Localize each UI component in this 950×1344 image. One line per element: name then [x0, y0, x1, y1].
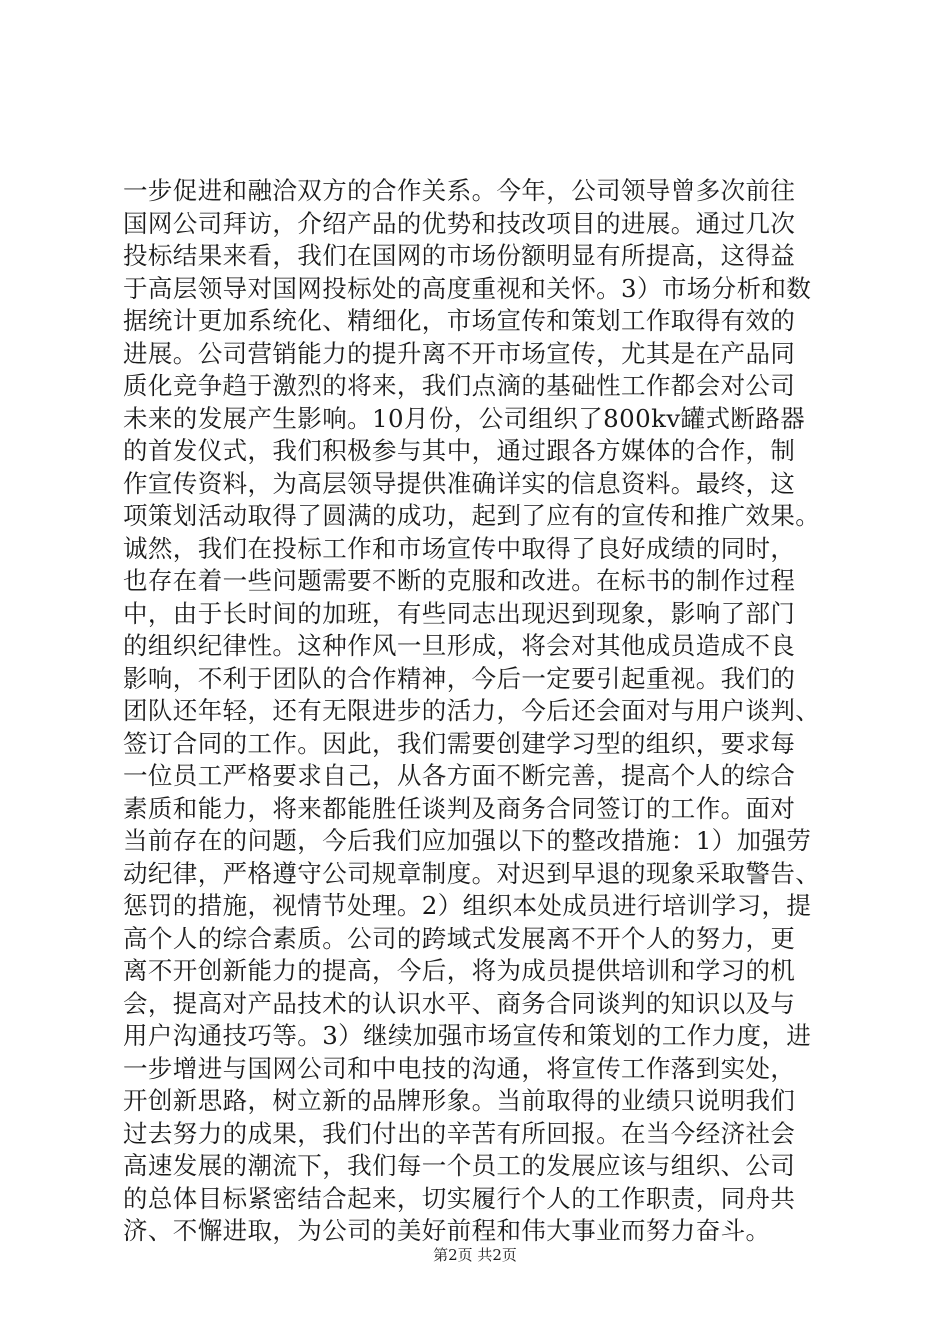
- text-line: 一步促进和融洽双方的合作关系。今年，公司领导曾多次前往: [123, 176, 796, 205]
- text-line: 高个人的综合素质。公司的跨域式发展离不开个人的努力，更: [123, 923, 796, 953]
- text-line: 签订合同的工作。因此，我们需要创建学习型的组织，要求每: [123, 728, 796, 758]
- page-number-label: 第2页 共2页: [433, 1246, 517, 1264]
- text-line: 据统计更加系统化、精细化，市场宣传和策划工作取得有效的: [123, 306, 796, 335]
- page-footer: [0, 1244, 950, 1265]
- text-line: 一步增进与国网公司和中电技的沟通，将宣传工作落到实处，: [123, 1053, 796, 1083]
- text-line: 项策划活动取得了圆满的成功，起到了应有的宣传和推广效果。: [123, 501, 821, 530]
- text-line: 的首发仪式，我们积极参与其中，通过跟各方媒体的合作，制: [123, 436, 796, 465]
- text-line: 惩罚的措施，视情节处理。2）组织本处成员进行培训学习，提: [123, 891, 812, 920]
- text-line: 过去努力的成果，我们付出的辛苦有所回报。在当今经济社会: [123, 1118, 796, 1148]
- text-line: 于高层领导对国网投标处的高度重视和关怀。3）市场分析和数: [123, 273, 812, 303]
- text-line: 高速发展的潮流下，我们每一个员工的发展应该与组织、公司: [123, 1151, 796, 1180]
- text-line: 诚然，我们在投标工作和市场宣传中取得了良好成绩的同时，: [123, 533, 796, 563]
- text-line: 素质和能力，将来都能胜任谈判及商务合同签订的工作。面对: [123, 793, 796, 823]
- text-line: 投标结果来看，我们在国网的市场份额明显有所提高，这得益: [123, 241, 796, 270]
- text-line: 进展。公司营销能力的提升离不开市场宣传，尤其是在产品同: [123, 338, 796, 368]
- text-line: 团队还年轻，还有无限进步的活力，今后还会面对与用户谈判、: [123, 696, 821, 725]
- text-line: 未来的发展产生影响。10月份，公司组织了800kv罐式断路器: [123, 403, 806, 433]
- text-line: 作宣传资料，为高层领导提供准确详实的信息资料。最终，这: [123, 468, 796, 498]
- text-line: 的总体目标紧密结合起来，切实履行个人的工作职责，同舟共: [123, 1183, 796, 1213]
- text-line: 开创新思路，树立新的品牌形象。当前取得的业绩只说明我们: [123, 1086, 796, 1115]
- text-line: 用户沟通技巧等。3）继续加强市场宣传和策划的工作力度，进: [123, 1021, 812, 1050]
- body-paragraph: [123, 175, 838, 1248]
- text-line: 济、不懈进取，为公司的美好前程和伟大事业而努力奋斗。: [123, 1216, 771, 1245]
- text-line: 一位员工严格要求自己，从各方面不断完善，提高个人的综合: [123, 761, 796, 790]
- text-line: 会，提高对产品技术的认识水平、商务合同谈判的知识以及与: [123, 988, 796, 1018]
- text-line: 的组织纪律性。这种作风一旦形成，将会对其他成员造成不良: [123, 631, 796, 660]
- text-line: 也存在着一些问题需要不断的克服和改进。在标书的制作过程: [123, 566, 796, 595]
- text-line: 动纪律，严格遵守公司规章制度。对迟到早退的现象采取警告、: [123, 858, 821, 888]
- text-line: 中，由于长时间的加班，有些同志出现迟到现象，影响了部门: [123, 598, 796, 628]
- text-line: 离不开创新能力的提高，今后，将为成员提供培训和学习的机: [123, 956, 796, 985]
- text-line: 质化竞争趋于激烈的将来，我们点滴的基础性工作都会对公司: [123, 371, 796, 400]
- text-line: 影响，不利于团队的合作精神，今后一定要引起重视。我们的: [123, 663, 796, 693]
- text-line: 当前存在的问题，今后我们应加强以下的整改措施：1）加强劳: [123, 826, 812, 855]
- text-line: 国网公司拜访，介绍产品的优势和技改项目的进展。通过几次: [123, 208, 796, 238]
